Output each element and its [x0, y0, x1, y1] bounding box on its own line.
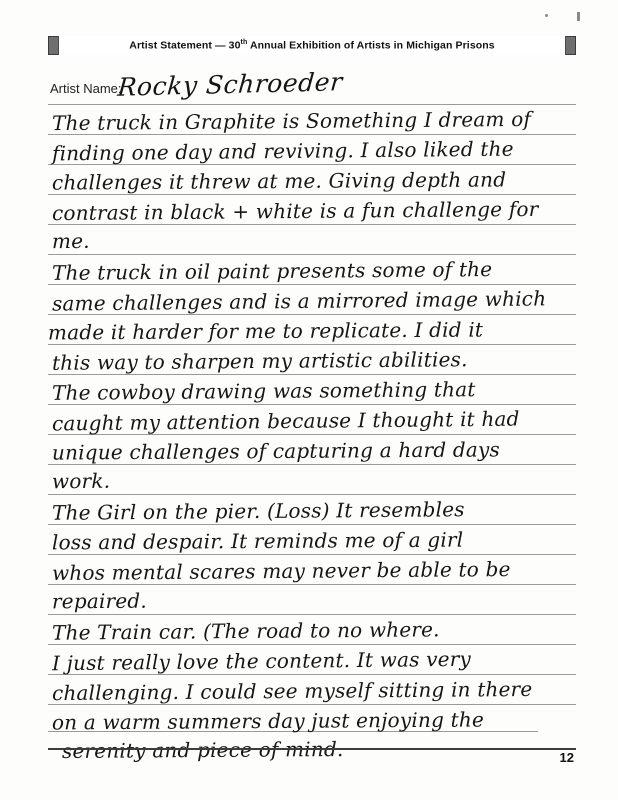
scan-artifact-dot [545, 14, 548, 17]
handwritten-line: unique challenges of capturing a hard days [51, 437, 501, 465]
handwritten-line: challenging. I could see myself sitting in there [51, 676, 533, 706]
handwritten-line: loss and despair. It reminds me of a girl [51, 527, 464, 555]
handwritten-line: The truck in oil paint presents some of the [51, 257, 493, 285]
handwritten-line: same challenges and is a mirrored image which [51, 286, 547, 316]
footer-divider [48, 748, 576, 750]
rule-line [48, 104, 576, 105]
rule-line [48, 554, 576, 555]
handwritten-line: on a warm summers day just enjoying the [51, 707, 485, 735]
handwritten-line: made it harder for me to replicate. I did it [47, 317, 484, 345]
handwritten-line: whos mental scares may never be able to be [51, 556, 511, 586]
handwritten-line: The Girl on the pier. (Loss) It resembles [51, 497, 465, 525]
banner-prefix: Artist Statement — [129, 39, 226, 52]
handwritten-line: serenity and piece of mind. [61, 737, 344, 763]
banner-suffix: Annual Exhibition of Artists in Michigan Prisons [249, 39, 495, 52]
handwritten-line: The Train car. (The road to no where. [51, 617, 440, 645]
handwritten-line: this way to sharpen my artistic abilities. [51, 347, 468, 375]
handwritten-line: repaired. [51, 588, 147, 614]
page-number: 12 [559, 750, 574, 765]
rule-line [48, 494, 576, 495]
rule-line [48, 614, 576, 615]
handwritten-line: The truck in Graphite is Something I dream of [51, 106, 532, 136]
rule-line [48, 344, 576, 345]
rule-line [48, 254, 576, 255]
artist-name-label: Artist Name: [50, 81, 122, 96]
banner-ordinal-suffix: th [240, 39, 248, 47]
scan-artifact-mark [577, 12, 580, 21]
handwritten-line: contrast in black + white is a fun challenge for [51, 196, 539, 226]
handwritten-line: The cowboy drawing was something that [51, 377, 476, 405]
handwritten-line: work. [51, 468, 111, 494]
handwritten-line: caught my attention because I thought it had [51, 406, 520, 436]
rule-line [48, 194, 576, 195]
header-banner [58, 36, 566, 55]
handwritten-line: finding one day and reviving. I also liked the [51, 136, 514, 166]
header-banner-text [129, 39, 494, 52]
banner-ordinal: 30 [228, 39, 241, 52]
artist-name-value: Rocky Schroeder [116, 67, 344, 102]
handwritten-line: challenges it threw at me. Giving depth and [51, 167, 507, 195]
rule-line [48, 464, 576, 465]
handwritten-line: I just really love the content. It was very [51, 646, 472, 676]
handwritten-line: me. [51, 228, 90, 254]
artist-name-field[interactable] [50, 67, 570, 102]
rule-line [48, 644, 576, 645]
